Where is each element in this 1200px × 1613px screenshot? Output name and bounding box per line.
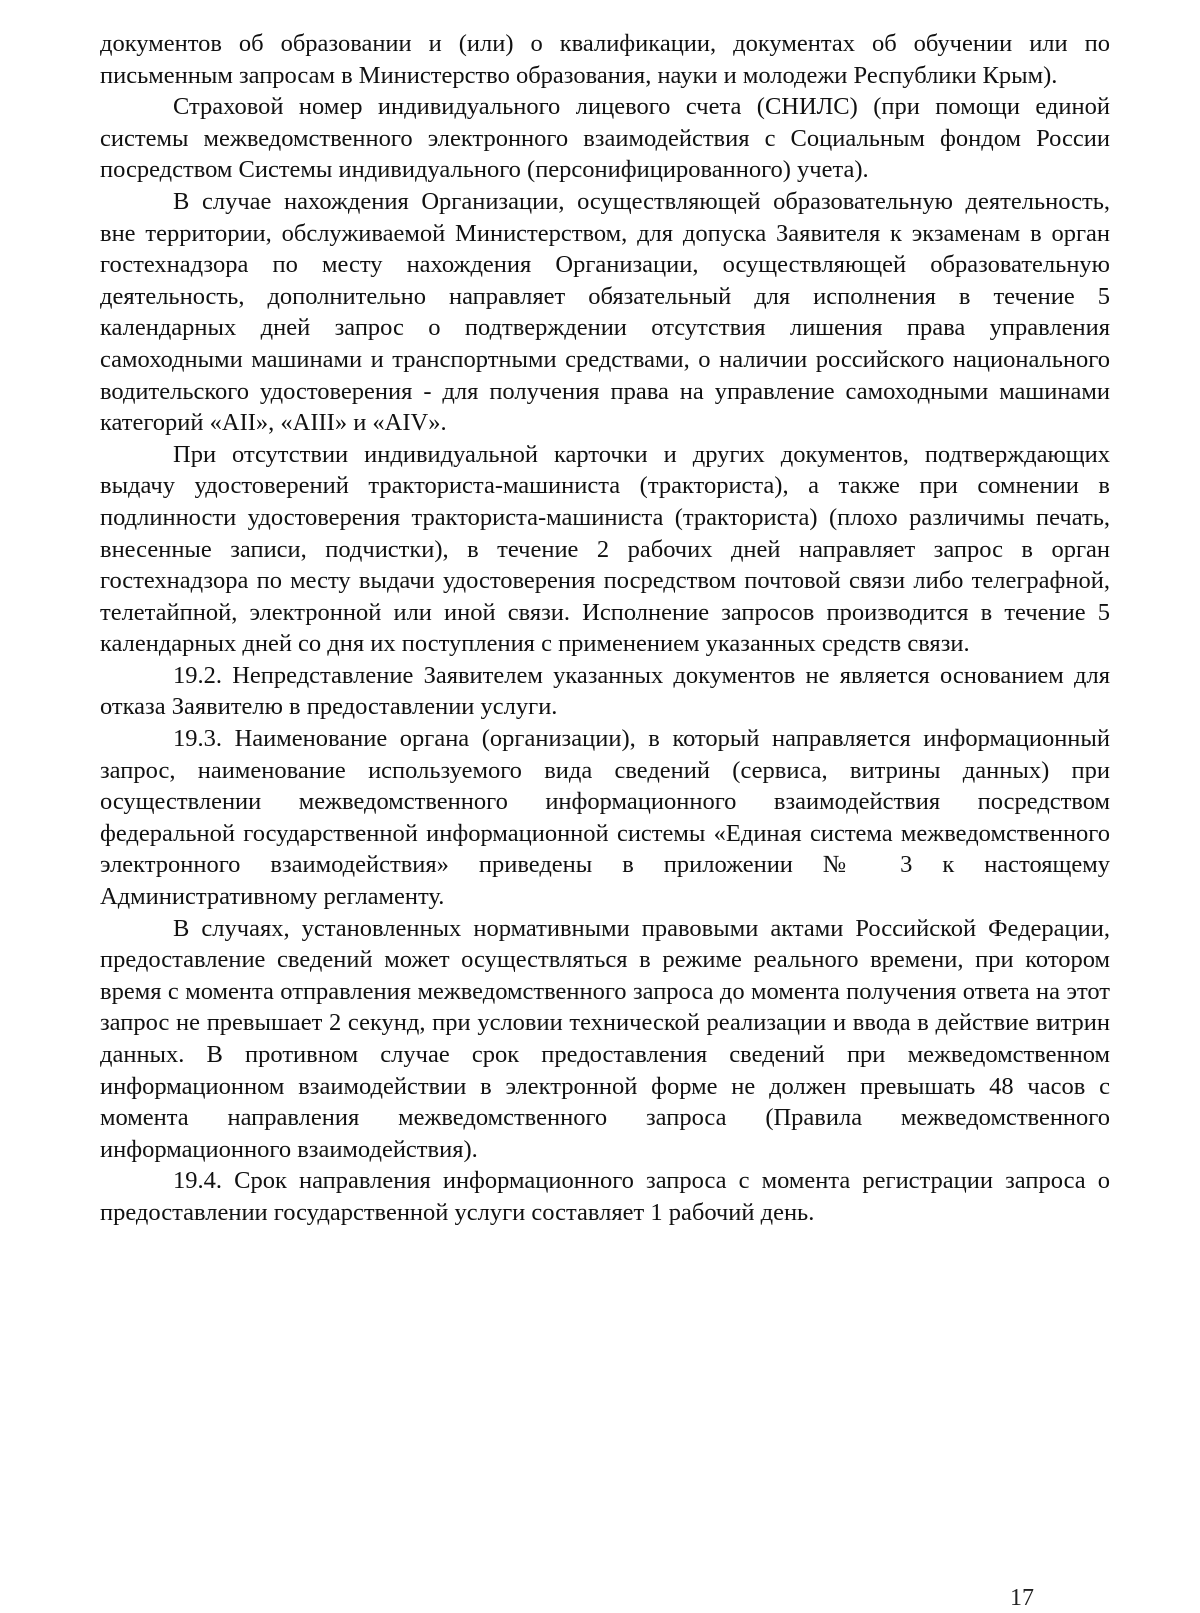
paragraph-organization-location: В случае нахождения Организации, осуществляющей образовательную деятельность, вне территории, обслуживаемой Министерством, для допуска Заявителя к экзаменам в орган гостехнадзора по месту нахождения Организации, осуществляющей образовательную деятельность, дополнительно направляет обязательный для исполнения в течение 5 календарных дней запрос о подтверждении отсутствия лишения права управления самоходными машинами и транспортными средствами, о наличии российского национального водительского удостоверения - для получения права на управление самоходными машинами категорий «AII», «AIII» и «AIV». — [100, 187, 1110, 437]
page-number: 17 — [1010, 1585, 1034, 1611]
paragraph-19-2: 19.2. Непредставление Заявителем указанных документов не является основанием для отказа Заявителю в предоставлении услуги. — [100, 661, 1110, 721]
paragraph-missing-card: При отсутствии индивидуальной карточки и других документов, подтверждающих выдачу удостоверений тракториста-машиниста (тракториста), а также при сомнении в подлинности удостоверения тракториста-машиниста (тракториста) (плохо различимы печать, внесенные записи, подчистки), в течение 2 рабочих дней направляет запрос в орган гостехнадзора по месту выдачи удостоверения посредством почтовой связи либо телеграфной, телетайпной, электронной или иной связи. Исполнение запросов производится в течение 5 календарных дней со дня их поступления с применением указанных средств связи. — [100, 440, 1110, 658]
paragraph-real-time: В случаях, установленных нормативными правовыми актами Российской Федерации, предоставление сведений может осуществляться в режиме реального времени, при котором время с момента отправления межведомственного запроса до момента получения ответа на этот запрос не превышает 2 секунд, при условии технической реализации и ввода в действие витрин данных. В противном случае срок предоставления сведений при межведомственном информационном взаимодействии в электронной форме не должен превышать 48 часов с момента направления межведомственного запроса (Правила межведомственного информационного взаимодействия). — [100, 914, 1110, 1163]
paragraph-19-3: 19.3. Наименование органа (организации), в который направляется информационный запрос, наименование используемого вида сведений (сервиса, витрины данных) при осуществлении межведомственного информационного взаимодействия посредством федеральной государственной информационной системы «Единая система межведомственного электронного взаимодействия» приведены в приложении № 3 к настоящему Административному регламенту. — [100, 725, 1110, 911]
paragraph-education-documents: документов об образовании и (или) о квалификации, документах об обучении или по письменным запросам в Министерство образования, науки и молодежи Республики Крым). — [100, 30, 1110, 89]
paragraph-19-4: 19.4. Срок направления информационного запроса с момента регистрации запроса о предоставлении государственной услуги составляет 1 рабочий день. — [100, 1167, 1110, 1226]
document-body — [100, 28, 1110, 1229]
paragraph-snils: Страховой номер индивидуального лицевого счета (СНИЛС) (при помощи единой системы межведомственного электронного взаимодействия с Социальным фондом России посредством Системы индивидуального (персонифицированного) учета). — [100, 93, 1110, 184]
